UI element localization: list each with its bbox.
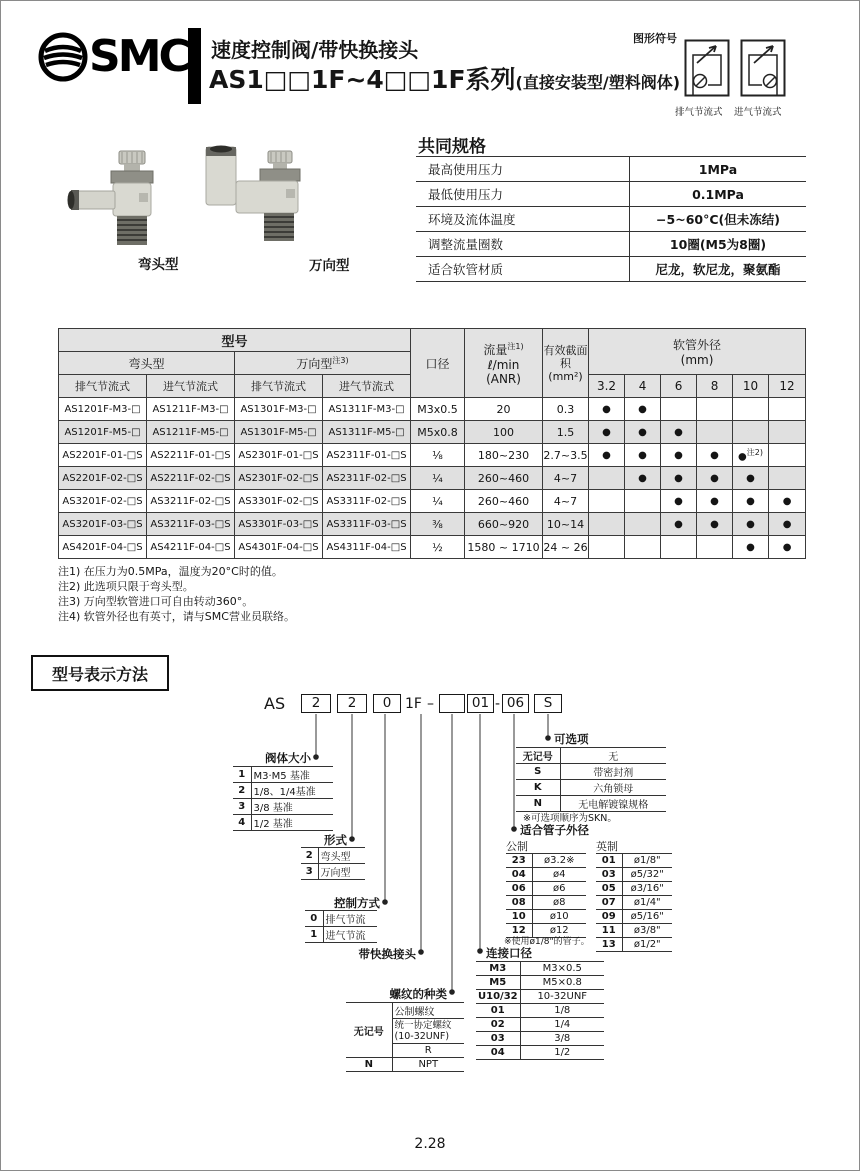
code-cell: 1 [305, 927, 323, 943]
model-cell: AS3311F-02-□S [323, 490, 411, 513]
note-line: 注2) 此选项只限于弯头型。 [58, 580, 194, 593]
port-size-label: 连接口径 [486, 946, 532, 960]
table-row [59, 513, 806, 536]
dot-cell [589, 536, 625, 559]
control-table [305, 910, 377, 943]
designation-title-box: 型号表示方法 [31, 655, 169, 691]
dot-cell [625, 490, 661, 513]
dot-cell [625, 513, 661, 536]
dot-cell: ● [733, 467, 769, 490]
model-cell: AS1201F-M3-□ [59, 398, 147, 421]
code-prefix: AS [264, 694, 286, 713]
dot-cell [697, 536, 733, 559]
tube-od-inch-label: 英制 [596, 840, 618, 853]
brand-logo [37, 31, 188, 83]
dot-cell: ● [661, 467, 697, 490]
desc-cell: 统一协定螺纹 (10-32UNF) [392, 1019, 464, 1044]
dot-cell [625, 536, 661, 559]
code-cell: 01 [596, 854, 622, 868]
code-box-control: 0 [373, 694, 401, 713]
desc-cell: 1/8、1/4基准 [251, 783, 333, 799]
flow-cell: 260~460 [465, 490, 543, 513]
tube-od-label: 适合管子外径 [520, 823, 589, 837]
area-cell: 0.3 [543, 398, 589, 421]
code-cell: 13 [596, 938, 622, 952]
code-cell: 08 [506, 896, 532, 910]
dot-cell: ● [769, 536, 806, 559]
dot-cell: ● [697, 444, 733, 467]
code-cell: 3 [233, 799, 251, 815]
desc-cell: 六角锁母 [560, 780, 666, 796]
desc-cell: 无 [560, 748, 666, 764]
series-name: AS1□□1F~4□□1F系列 [209, 65, 516, 94]
desc-cell: ø5/32" [622, 868, 672, 882]
code-dash-1: – [427, 696, 434, 712]
code-cell: 3 [301, 864, 318, 880]
flow-cell: 180~230 [465, 444, 543, 467]
dot-cell-with-note: ●$^{注2)}$ [733, 444, 769, 467]
model-cell: AS3201F-03-□S [59, 513, 147, 536]
smc-logo-icon [37, 31, 89, 83]
dot-cell: ● [589, 444, 625, 467]
options-note: ※可选项顺序为SKN。 [523, 813, 617, 824]
page-number: 2.28 [414, 1136, 446, 1152]
table-row [59, 421, 806, 444]
model-cell: AS4301F-04-□S [235, 536, 323, 559]
code-cell: 11 [596, 924, 622, 938]
col-header-port: 口径 [411, 329, 465, 398]
brand-name: SMC [89, 31, 188, 82]
model-cell: AS1301F-M5-□ [235, 421, 323, 444]
model-cell: AS1201F-M5-□ [59, 421, 147, 444]
port-cell: ½ [411, 536, 465, 559]
spec-value: 尼龙，软尼龙，聚氨酯 [630, 257, 807, 282]
code-cell: M5 [476, 976, 520, 990]
desc-cell: 公制螺纹 [392, 1003, 464, 1019]
dot-note-sup: 注2) [746, 448, 763, 458]
dot-cell: ● [661, 490, 697, 513]
dot-cell: ● [733, 490, 769, 513]
desc-cell: ø8 [532, 896, 586, 910]
model-cell: AS1311F-M5-□ [323, 421, 411, 444]
model-cell: AS3311F-03-□S [323, 513, 411, 536]
tube-od-metric-note: ※使用ø1/8"的管子。 [504, 937, 590, 947]
flow-note-sup: 注1) [507, 341, 524, 351]
dot-cell [733, 421, 769, 444]
dot-cell: ● [661, 421, 697, 444]
desc-cell: 万向型 [318, 864, 365, 880]
area-cell: 1.5 [543, 421, 589, 444]
col-header-tube-od: 软管外径 (mm) [589, 329, 806, 375]
desc-cell: 带密封剂 [560, 764, 666, 780]
flow-cell: 1580 ~ 1710 [465, 536, 543, 559]
graphic-symbols-label: 图形符号 [633, 32, 677, 45]
dot-cell: ● [769, 490, 806, 513]
code-cell: 1 [233, 767, 251, 783]
area-cell: 10~14 [543, 513, 589, 536]
desc-cell: M5×0.8 [520, 976, 604, 990]
area-cell: 2.7~3.5 [543, 444, 589, 467]
dot-cell: ● [697, 490, 733, 513]
dot-cell: ● [661, 513, 697, 536]
dot-cell: ● [625, 467, 661, 490]
code-box-option: S [534, 694, 562, 713]
dot-cell: ● [769, 513, 806, 536]
spec-row [416, 207, 806, 232]
col-header-exhaust-elbow: 排气节流式 [59, 375, 147, 398]
code-cell: 03 [596, 868, 622, 882]
thread-table [346, 1002, 464, 1072]
code-box-thread-blank [439, 694, 465, 713]
code-cell: 12 [506, 924, 532, 938]
common-specs-title: 共同规格 [418, 137, 486, 157]
code-cell: S [516, 764, 560, 780]
model-cell: AS2301F-01-□S [235, 444, 323, 467]
dot-cell [733, 398, 769, 421]
port-cell: ⅜ [411, 513, 465, 536]
code-cell: 2 [301, 848, 318, 864]
dot-cell: ● [733, 513, 769, 536]
dot-cell [589, 490, 625, 513]
desc-cell: M3·M5 基准 [251, 767, 333, 783]
model-cell: AS2211F-01-□S [147, 444, 235, 467]
dot-cell [769, 444, 806, 467]
col-header-intake-elbow: 进气节流式 [147, 375, 235, 398]
desc-cell: ø10 [532, 910, 586, 924]
desc-cell: 1/2 [520, 1046, 604, 1060]
desc-cell: ø3/8" [622, 924, 672, 938]
port-cell: M5x0.8 [411, 421, 465, 444]
model-cell: AS2211F-02-□S [147, 467, 235, 490]
col-header-flow: 流量$^{注1)}$ ℓ/min (ANR) [465, 329, 543, 398]
code-box-port: 01 [467, 694, 494, 713]
code-cell: 09 [596, 910, 622, 924]
size-header: 3.2 [589, 375, 625, 398]
model-cell: AS2311F-01-□S [323, 444, 411, 467]
code-cell: 02 [476, 1018, 520, 1032]
model-cell: AS2201F-01-□S [59, 444, 147, 467]
spec-label: 最低使用压力 [416, 182, 630, 207]
dot-cell [661, 398, 697, 421]
desc-cell: 3/8 基准 [251, 799, 333, 815]
desc-cell: 无电解镀镍规格 [560, 796, 666, 812]
desc-cell: 1/2 基准 [251, 815, 333, 831]
code-cell: 10 [506, 910, 532, 924]
spec-label: 环境及流体温度 [416, 207, 630, 232]
tube-od-metric-table [506, 853, 586, 938]
code-cell: 05 [596, 882, 622, 896]
note-line: 注1) 在压力为0.5MPa，温度为20°C时的值。 [58, 565, 283, 578]
spec-value: 1MPa [630, 157, 807, 182]
col-header-intake-universal: 进气节流式 [323, 375, 411, 398]
code-cell: 03 [476, 1032, 520, 1046]
spec-value: 10圈(M5为8圈) [630, 232, 807, 257]
desc-cell: M3×0.5 [520, 962, 604, 976]
code-cell: K [516, 780, 560, 796]
photo-caption-elbow: 弯头型 [138, 257, 179, 273]
desc-cell: 排气节流 [323, 911, 377, 927]
code-cell: 06 [506, 882, 532, 896]
code-dash-2: - [495, 696, 501, 712]
area-cell: 4~7 [543, 467, 589, 490]
model-table [58, 328, 806, 559]
desc-cell: 1/4 [520, 1018, 604, 1032]
model-cell: AS1311F-M3-□ [323, 398, 411, 421]
code-cell: M3 [476, 962, 520, 976]
area-cell: 24 ~ 26 [543, 536, 589, 559]
col-header-elbow: 弯头型 [59, 352, 235, 375]
col-header-area: 有效截面积 (mm²) [543, 329, 589, 398]
port-cell: ⅛ [411, 444, 465, 467]
spec-label: 最高使用压力 [416, 157, 630, 182]
tube-od-metric-label: 公制 [506, 840, 528, 853]
table-row [59, 467, 806, 490]
model-cell: AS3301F-03-□S [235, 513, 323, 536]
dot-cell: ● [589, 421, 625, 444]
dot-cell [589, 513, 625, 536]
flow-cell: 100 [465, 421, 543, 444]
designation-section [1, 641, 860, 1091]
dot-cell [661, 536, 697, 559]
dot-cell: ● [697, 513, 733, 536]
code-cell: 无记号 [516, 748, 560, 764]
code-cell: 01 [476, 1004, 520, 1018]
flow-cell: 660~920 [465, 513, 543, 536]
exhaust-symbol-icon [684, 39, 730, 97]
code-fitting-text: 1F [405, 696, 422, 712]
size-header: 6 [661, 375, 697, 398]
spec-label: 调整流量圈数 [416, 232, 630, 257]
desc-cell: ø1/8" [622, 854, 672, 868]
tube-od-inch-table [596, 853, 672, 952]
code-cell: N [516, 796, 560, 812]
code-cell: 04 [506, 868, 532, 882]
desc-cell: ø4 [532, 868, 586, 882]
dot-cell: ● [625, 444, 661, 467]
control-label: 控制方式 [334, 896, 380, 910]
model-cell: AS2301F-02-□S [235, 467, 323, 490]
body-size-label: 阀体大小 [265, 751, 311, 765]
spec-row [416, 182, 806, 207]
photo-caption-universal: 万向型 [309, 258, 350, 274]
dot-cell: ● [625, 421, 661, 444]
universal-photo [194, 139, 312, 253]
symbol-caption-intake: 进气节流式 [734, 107, 782, 118]
code-cell: U10/32 [476, 990, 520, 1004]
spec-label: 适合软管材质 [416, 257, 630, 282]
code-cell: 04 [476, 1046, 520, 1060]
model-cell: AS3201F-02-□S [59, 490, 147, 513]
code-cell: 0 [305, 911, 323, 927]
flow-cell: 260~460 [465, 467, 543, 490]
note-line: 注4) 软管外径也有英寸，请与SMC营业员联络。 [58, 610, 295, 623]
port-size-table [476, 961, 604, 1060]
series-qualifier: (直接安装型/塑料阀体) [515, 73, 681, 92]
desc-cell: ø1/4" [622, 896, 672, 910]
code-cell: 无记号 [346, 1003, 392, 1058]
table-row [59, 490, 806, 513]
note-line: 注3) 万向型软管进口可自由转动360°。 [58, 595, 254, 608]
table-notes [58, 564, 295, 624]
desc-cell: ø3/16" [622, 882, 672, 896]
port-cell: ¼ [411, 490, 465, 513]
code-cell: 23 [506, 854, 532, 868]
universal-note-sup: 注3) [332, 355, 349, 365]
desc-cell: R [392, 1044, 464, 1058]
table-row [59, 398, 806, 421]
model-cell: AS3211F-02-□S [147, 490, 235, 513]
col-header-universal: 万向型$^{注3)}$ [235, 352, 411, 375]
area-cell: 4~7 [543, 490, 589, 513]
model-cell: AS3211F-03-□S [147, 513, 235, 536]
desc-cell: ø12 [532, 924, 586, 938]
model-cell: AS1211F-M3-□ [147, 398, 235, 421]
spec-row [416, 257, 806, 282]
desc-cell: ø5/16" [622, 910, 672, 924]
desc-cell: 1/8 [520, 1004, 604, 1018]
spec-value: 0.1MPa [630, 182, 807, 207]
port-cell: M3x0.5 [411, 398, 465, 421]
desc-cell: NPT [392, 1058, 464, 1072]
dot-cell [769, 398, 806, 421]
dot-cell [589, 467, 625, 490]
size-header: 10 [733, 375, 769, 398]
desc-cell: ø1/2" [622, 938, 672, 952]
intake-symbol-icon [740, 39, 786, 97]
table-row [59, 536, 806, 559]
dot-cell [769, 467, 806, 490]
col-header-exhaust-universal: 排气节流式 [235, 375, 323, 398]
symbol-caption-exhaust: 排气节流式 [675, 107, 723, 118]
table-row [59, 444, 806, 467]
dot-cell: ● [697, 467, 733, 490]
body-size-table [233, 766, 333, 831]
col-header-model: 型号 [59, 329, 411, 352]
desc-cell: 3/8 [520, 1032, 604, 1046]
options-table [516, 747, 666, 812]
dot-cell: ● [625, 398, 661, 421]
desc-cell: 10-32UNF [520, 990, 604, 1004]
code-cell: 2 [233, 783, 251, 799]
style-label: 形式 [324, 833, 347, 847]
dot-cell: ● [661, 444, 697, 467]
code-cell: 07 [596, 896, 622, 910]
desc-cell: 进气节流 [323, 927, 377, 943]
elbow-photo [59, 149, 191, 253]
model-cell: AS4211F-04-□S [147, 536, 235, 559]
style-table [301, 847, 365, 880]
desc-cell: ø6 [532, 882, 586, 896]
dot-cell [697, 398, 733, 421]
model-cell: AS3301F-02-□S [235, 490, 323, 513]
model-cell: AS2311F-02-□S [323, 467, 411, 490]
spec-value: −5~60°C(但未冻结) [630, 207, 807, 232]
spec-row [416, 157, 806, 182]
code-box-tube: 06 [502, 694, 529, 713]
thread-label: 螺纹的种类 [389, 987, 447, 1001]
spec-row [416, 232, 806, 257]
title-divider-bar [188, 28, 201, 104]
series-title [209, 60, 680, 96]
dot-cell [769, 421, 806, 444]
flow-cell: 20 [465, 398, 543, 421]
model-cell: AS4311F-04-□S [323, 536, 411, 559]
code-cell: N [346, 1058, 392, 1072]
product-subtitle: 速度控制阀/带快换接头 [211, 38, 419, 62]
model-cell: AS2201F-02-□S [59, 467, 147, 490]
desc-cell: ø3.2※ [532, 854, 586, 868]
common-specs-table [416, 156, 806, 282]
dot-cell [697, 421, 733, 444]
desc-cell: 弯头型 [318, 848, 365, 864]
dot-cell: ● [589, 398, 625, 421]
options-label: 可选项 [554, 732, 589, 746]
model-cell: AS4201F-04-□S [59, 536, 147, 559]
code-cell: 4 [233, 815, 251, 831]
port-cell: ¼ [411, 467, 465, 490]
model-cell: AS1211F-M5-□ [147, 421, 235, 444]
size-header: 4 [625, 375, 661, 398]
fitting-label: 带快换接头 [358, 947, 416, 961]
size-header: 8 [697, 375, 733, 398]
code-box-style: 2 [337, 694, 367, 713]
model-cell: AS1301F-M3-□ [235, 398, 323, 421]
size-header: 12 [769, 375, 806, 398]
dot-cell: ● [733, 536, 769, 559]
code-box-body-size: 2 [301, 694, 331, 713]
